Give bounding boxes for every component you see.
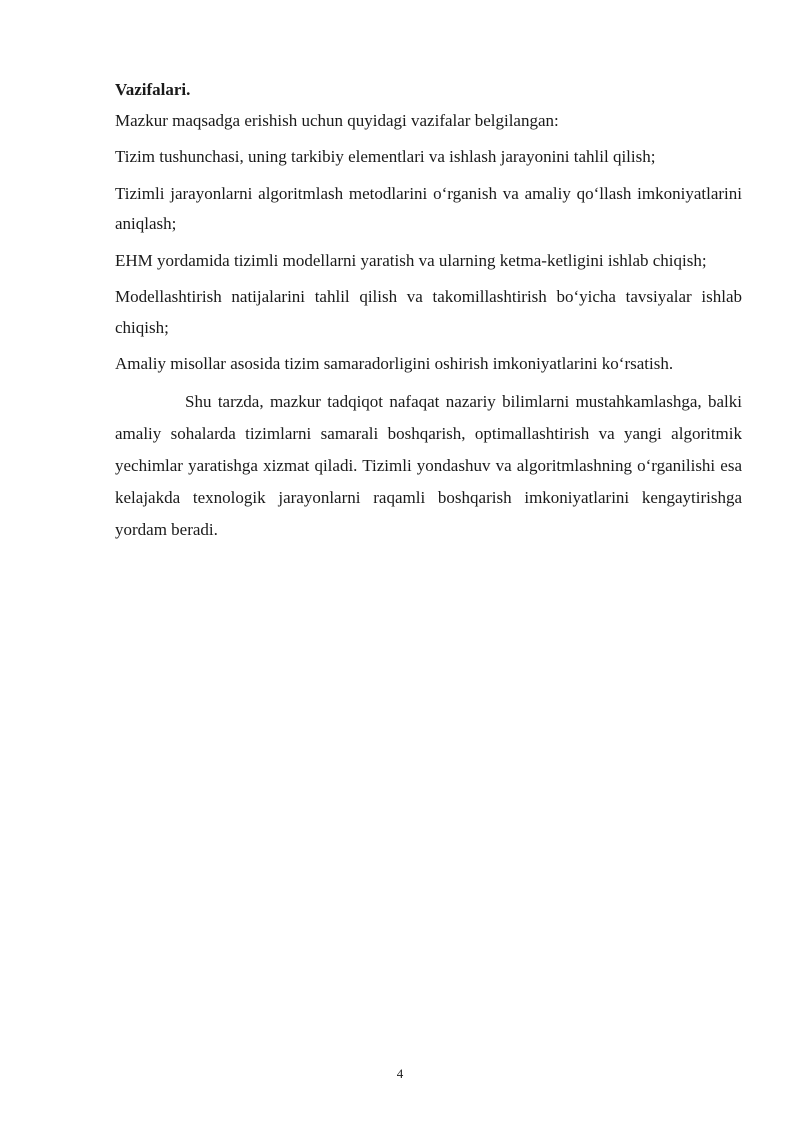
section-heading: Vazifalari. [115,80,191,99]
conclusion-paragraph: Shu tarzda, mazkur tadqiqot nafaqat nazariy bilimlarni mustahkamlashga, balki amaliy sohalarda tizimlarni samarali boshqarish, optimallashtirish va yangi algoritmik yechimlar yaratishga xizmat qiladi. Tizimli yondashuv va algoritmlashning o‘rganilishi esa kelajakda texnologik jarayonlarni raqamli boshqarish imkoniyatlarini kengaytirishga yordam beradi. [115,391,742,539]
intro-paragraph: Mazkur maqsadga erishish uchun quyidagi vazifalar belgilangan: [115,110,559,130]
task-item: Modellashtirish natijalarini tahlil qilish va takomillashtirish bo‘yicha tavsiyalar ishlab chiqish; [115,287,742,337]
document-page [115,75,742,546]
task-item: EHM yordamida tizimli modellarni yaratish va ularning ketma-ketligini ishlab chiqish; [115,250,707,270]
page-number: 4 [396,1066,404,1081]
task-item: Tizim tushunchasi, uning tarkibiy elementlari va ishlash jarayonini tahlil qilish; [115,147,656,166]
task-item: Amaliy misollar asosida tizim samaradorligini oshirish imkoniyatlarini ko‘rsatish. [115,354,674,373]
task-item: Tizimli jarayonlarni algoritmlash metodlarini o‘rganish va amaliy qo‘llash imkoniyatlarini aniqlash; [115,183,742,233]
